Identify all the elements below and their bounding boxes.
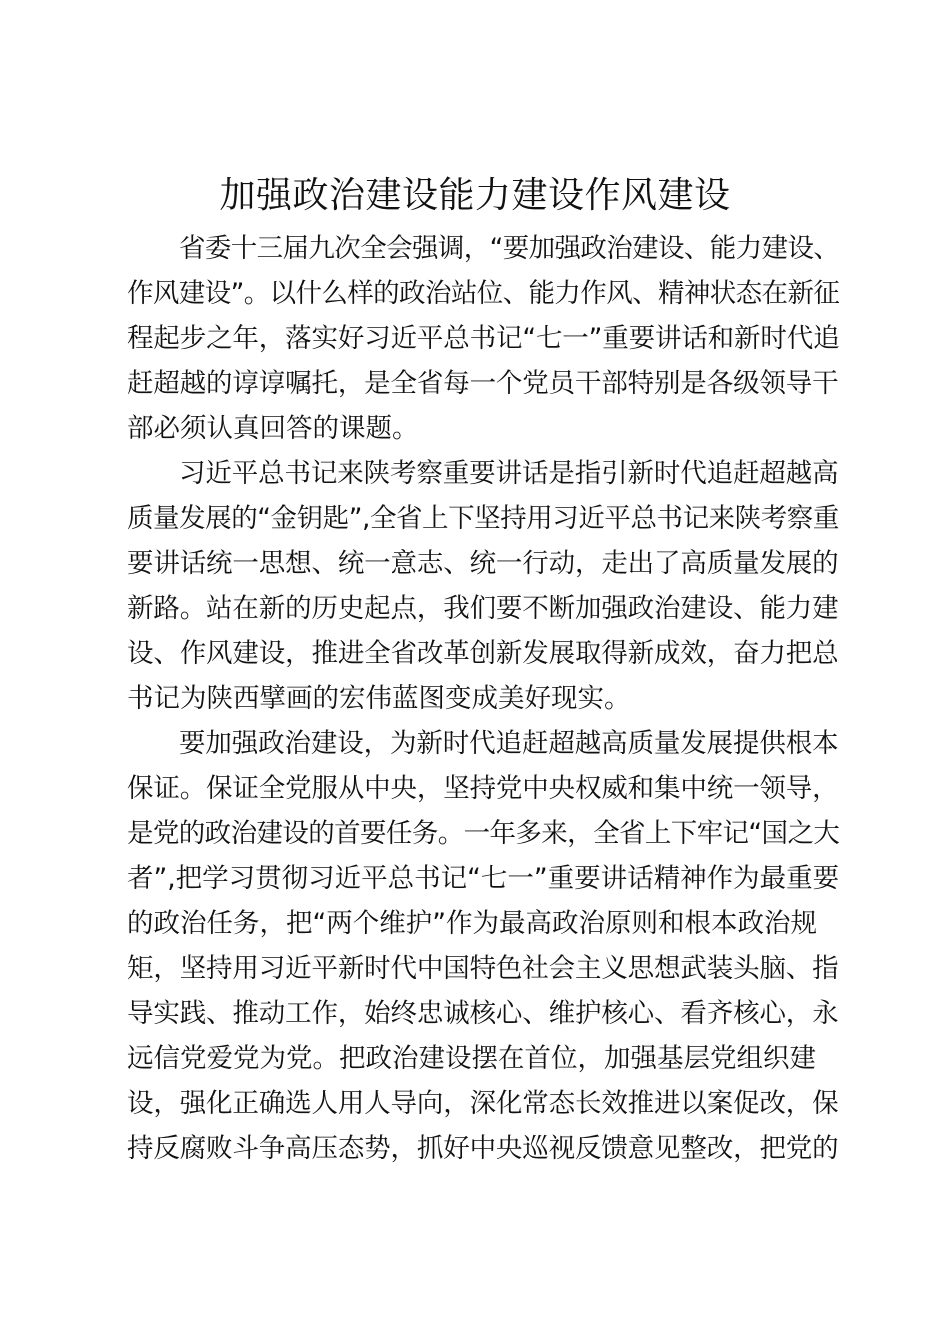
- text-line: 的政治任务，把“两个维护”作为最高政治原则和根本政治规: [127, 908, 817, 939]
- text-line: 省委十三届九次全会强调，“要加强政治建设、能力建设、: [179, 233, 839, 264]
- text-line: 设、作风建设，推进全省改革创新发展取得新成效，奋力把总: [127, 638, 839, 669]
- text-line: 持反腐败斗争高压态势，抓好中央巡视反馈意见整改，把党的: [127, 1133, 839, 1164]
- text-line: 赶超越的谆谆嘱托，是全省每一个党员干部特别是各级领导干: [127, 368, 839, 399]
- text-line: 部必须认真回答的课题。: [127, 413, 419, 444]
- text-line: 作风建设”。以什么样的政治站位、能力作风、精神状态在新征: [127, 278, 839, 309]
- text-line: 新路。站在新的历史起点，我们要不断加强政治建设、能力建: [127, 593, 839, 624]
- text-line: 者”,把学习贯彻习近平总书记“七一”重要讲话精神作为最重要: [127, 863, 839, 894]
- text-line: 设，强化正确选人用人导向，深化常态长效推进以案促改，保: [127, 1088, 839, 1119]
- text-line: 要讲话统一思想、统一意志、统一行动，走出了高质量发展的: [127, 548, 839, 579]
- text-line: 要加强政治建设，为新时代追赶超越高质量发展提供根本: [179, 728, 839, 759]
- text-line: 质量发展的“金钥匙”,全省上下坚持用习近平总书记来陕考察重: [127, 503, 839, 534]
- text-line: 矩，坚持用习近平新时代中国特色社会主义思想武装头脑、指: [127, 953, 839, 984]
- text-line: 导实践、推动工作，始终忠诚核心、维护核心、看齐核心，永: [127, 998, 839, 1029]
- text-line: 程起步之年，落实好习近平总书记“七一”重要讲话和新时代追: [127, 323, 839, 354]
- document-body: [127, 226, 839, 1171]
- text-line: 书记为陕西擘画的宏伟蓝图变成美好现实。: [127, 683, 631, 714]
- text-line: 远信党爱党为党。把政治建设摆在首位，加强基层党组织建: [127, 1043, 816, 1074]
- text-line: 习近平总书记来陕考察重要讲话是指引新时代追赶超越高: [179, 458, 839, 489]
- document-title: 加强政治建设能力建设作风建设: [219, 175, 731, 216]
- text-line: 保证。保证全党服从中央，坚持党中央权威和集中统一领导，: [127, 773, 839, 804]
- text-line: 是党的政治建设的首要任务。一年多来，全省上下牢记“国之大: [127, 818, 839, 849]
